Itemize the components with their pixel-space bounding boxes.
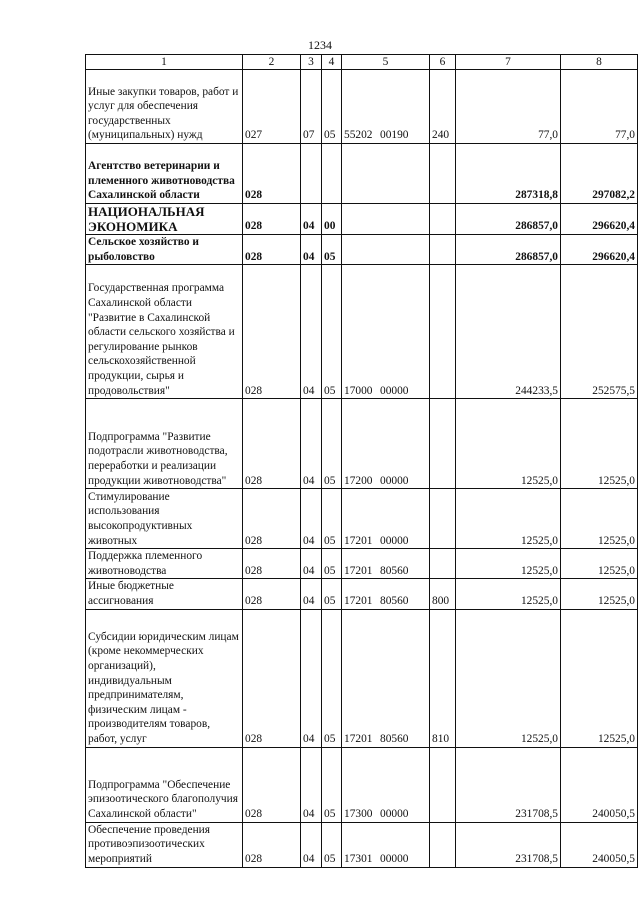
table-row	[86, 70, 638, 144]
header-row	[86, 55, 638, 70]
table-row	[86, 265, 638, 399]
row-name: НАЦИОНАЛЬНАЯ ЭКОНОМИКА	[86, 204, 243, 235]
row-csr	[342, 144, 430, 204]
row-vr	[430, 265, 456, 399]
row-sum-1: 77,0	[456, 70, 561, 144]
row-csr-direction: 80560	[380, 564, 409, 577]
row-vr	[430, 235, 456, 265]
row-csr-program: 17201	[344, 594, 373, 607]
row-csr-program: 17201	[344, 732, 373, 745]
row-pr: 05	[322, 609, 342, 747]
row-grbs: 028	[243, 579, 301, 609]
page-number: 1234	[308, 38, 332, 52]
table-row	[86, 489, 638, 549]
row-vr	[430, 204, 456, 235]
row-sum-1: 244233,5	[456, 265, 561, 399]
row-name: Субсидии юридическим лицам (кроме некоммерческих организаций), индивидуальным предпринимателям, физическим лицам - производителям товаров, работ, услуг	[86, 609, 243, 747]
table-row	[86, 579, 638, 609]
row-vr: 810	[430, 609, 456, 747]
row-sum-2: 252575,5	[561, 265, 638, 399]
header-cell: 5	[342, 55, 430, 70]
row-csr-program: 17201	[344, 564, 373, 577]
row-grbs: 028	[243, 822, 301, 867]
row-vr	[430, 144, 456, 204]
row-sum-1: 231708,5	[456, 822, 561, 867]
row-pr: 05	[322, 549, 342, 579]
row-grbs: 028	[243, 144, 301, 204]
row-sum-1: 231708,5	[456, 747, 561, 822]
table-row	[86, 609, 638, 747]
row-csr-program: 17300	[344, 807, 373, 820]
row-name: Сельское хозяйство и рыболовство	[86, 235, 243, 265]
row-csr	[342, 235, 430, 265]
row-sum-2: 240050,5	[561, 822, 638, 867]
row-name: Стимулирование использования высокопродуктивных животных	[86, 489, 243, 549]
row-csr-direction: 00000	[380, 852, 409, 865]
table-row	[86, 399, 638, 489]
table-row	[86, 747, 638, 822]
row-csr	[342, 549, 430, 579]
table-row	[86, 144, 638, 204]
row-name: Иные закупки товаров, работ и услуг для обеспечения государственных (муниципальных) нужд	[86, 70, 243, 144]
row-name: Поддержка племенного животноводства	[86, 549, 243, 579]
row-vr	[430, 747, 456, 822]
row-vr	[430, 549, 456, 579]
row-rz: 04	[301, 609, 322, 747]
row-csr	[342, 70, 430, 144]
row-rz: 04	[301, 579, 322, 609]
row-name: Подпрограмма "Обеспечение эпизоотического благополучия Сахалинской области"	[86, 747, 243, 822]
row-pr: 05	[322, 489, 342, 549]
header-cell: 6	[430, 55, 456, 70]
row-rz: 04	[301, 399, 322, 489]
row-sum-2: 12525,0	[561, 609, 638, 747]
row-grbs: 028	[243, 609, 301, 747]
row-pr	[322, 144, 342, 204]
row-csr	[342, 489, 430, 549]
row-name: Подпрограмма "Развитие подотрасли животноводства, переработки и реализации продукции животноводства"	[86, 399, 243, 489]
row-grbs: 028	[243, 399, 301, 489]
row-pr: 05	[322, 747, 342, 822]
row-csr	[342, 579, 430, 609]
row-grbs: 028	[243, 489, 301, 549]
row-vr	[430, 399, 456, 489]
row-rz	[301, 144, 322, 204]
row-csr-program: 17200	[344, 474, 373, 487]
row-rz: 04	[301, 204, 322, 235]
row-vr	[430, 489, 456, 549]
row-rz: 04	[301, 822, 322, 867]
row-sum-1: 12525,0	[456, 489, 561, 549]
row-sum-2: 12525,0	[561, 549, 638, 579]
table-row	[86, 235, 638, 265]
row-sum-1: 12525,0	[456, 549, 561, 579]
row-grbs: 028	[243, 747, 301, 822]
row-sum-2: 77,0	[561, 70, 638, 144]
row-grbs: 028	[243, 204, 301, 235]
row-rz: 04	[301, 235, 322, 265]
row-csr-direction: 00000	[380, 474, 409, 487]
row-sum-2: 296620,4	[561, 235, 638, 265]
row-csr	[342, 822, 430, 867]
row-sum-1: 286857,0	[456, 235, 561, 265]
row-sum-2: 296620,4	[561, 204, 638, 235]
row-csr-program: 17000	[344, 384, 373, 397]
row-csr-program: 17301	[344, 852, 373, 865]
row-name: Обеспечение проведения противоэпизоотических мероприятий	[86, 822, 243, 867]
table-row	[86, 822, 638, 867]
header-cell: 3	[301, 55, 322, 70]
row-csr-direction: 80560	[380, 732, 409, 745]
row-sum-2: 12525,0	[561, 399, 638, 489]
row-vr: 240	[430, 70, 456, 144]
table-row	[86, 549, 638, 579]
row-sum-1: 12525,0	[456, 399, 561, 489]
row-csr-program: 55202	[344, 129, 373, 142]
row-pr: 05	[322, 70, 342, 144]
row-csr	[342, 399, 430, 489]
row-rz: 07	[301, 70, 322, 144]
header-cell: 2	[243, 55, 301, 70]
row-vr: 800	[430, 579, 456, 609]
row-sum-1: 286857,0	[456, 204, 561, 235]
header-cell: 8	[561, 55, 638, 70]
row-name: Государственная программа Сахалинской области "Развитие в Сахалинской области сельского хозяйства и регулирование рынков сельскохозяйственной продукции, сырья и продовольствия"	[86, 265, 243, 399]
row-rz: 04	[301, 549, 322, 579]
row-csr-direction: 00000	[380, 534, 409, 547]
row-sum-2: 297082,2	[561, 144, 638, 204]
budget-table	[85, 54, 638, 868]
row-csr-program: 17201	[344, 534, 373, 547]
row-pr: 05	[322, 265, 342, 399]
row-pr: 05	[322, 235, 342, 265]
row-sum-1: 12525,0	[456, 609, 561, 747]
row-sum-2: 12525,0	[561, 579, 638, 609]
row-csr-direction: 80560	[380, 594, 409, 607]
row-csr-direction: 00000	[380, 807, 409, 820]
row-sum-1: 287318,8	[456, 144, 561, 204]
row-name: Агентство ветеринарии и племенного животноводства Сахалинской области	[86, 144, 243, 204]
row-pr: 05	[322, 399, 342, 489]
row-grbs: 028	[243, 549, 301, 579]
header-cell: 7	[456, 55, 561, 70]
row-csr	[342, 265, 430, 399]
row-csr-direction: 00000	[380, 384, 409, 397]
row-rz: 04	[301, 489, 322, 549]
row-sum-1: 12525,0	[456, 579, 561, 609]
row-pr: 05	[322, 579, 342, 609]
row-csr	[342, 747, 430, 822]
row-name: Иные бюджетные ассигнования	[86, 579, 243, 609]
row-grbs: 028	[243, 265, 301, 399]
row-pr: 00	[322, 204, 342, 235]
row-csr	[342, 204, 430, 235]
row-rz: 04	[301, 747, 322, 822]
header-cell: 1	[86, 55, 243, 70]
row-csr-direction: 00190	[380, 129, 409, 142]
row-vr	[430, 822, 456, 867]
header-cell: 4	[322, 55, 342, 70]
row-rz: 04	[301, 265, 322, 399]
row-grbs: 028	[243, 235, 301, 265]
row-sum-2: 12525,0	[561, 489, 638, 549]
row-sum-2: 240050,5	[561, 747, 638, 822]
table-row	[86, 204, 638, 235]
row-grbs: 027	[243, 70, 301, 144]
row-csr	[342, 609, 430, 747]
row-pr: 05	[322, 822, 342, 867]
